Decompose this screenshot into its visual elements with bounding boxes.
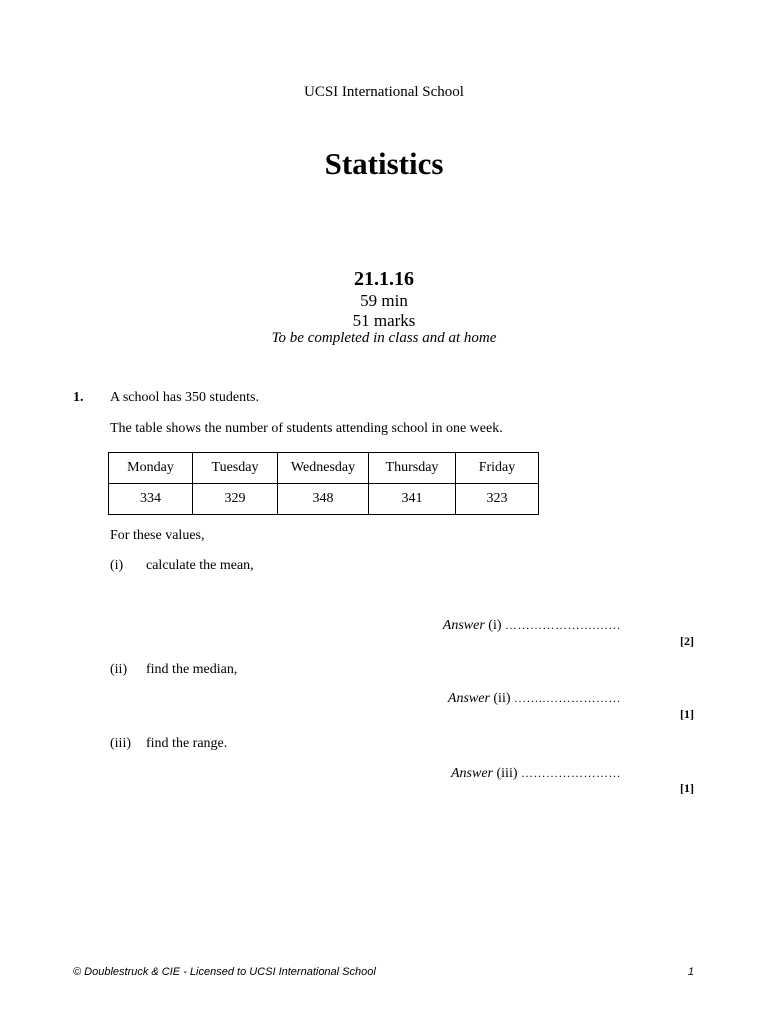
school-name: UCSI International School: [304, 84, 464, 100]
footer-copyright: © Doublestruck & CIE - Licensed to UCSI International School: [73, 966, 376, 978]
table-cell: 323: [456, 484, 539, 515]
page-number: 1: [687, 966, 694, 978]
answer-word: Answer: [451, 766, 493, 781]
mark-allocation: [2]: [680, 634, 694, 648]
table-row: [109, 484, 539, 515]
table-header-row: [109, 453, 539, 484]
table-cell: 334: [109, 484, 193, 515]
mark-allocation: [1]: [680, 781, 694, 795]
part-text: find the median,: [146, 662, 238, 677]
answer-label: (iii): [496, 766, 518, 781]
attendance-table: [108, 452, 539, 515]
table-cell: 348: [278, 484, 369, 515]
answer-word: Answer: [447, 691, 490, 706]
mark-allocation: [1]: [680, 707, 694, 721]
question-intro: A school has 350 students.: [110, 390, 259, 405]
table-header-cell: Friday: [456, 453, 539, 484]
answer-line: [448, 691, 621, 707]
values-prompt: For these values,: [110, 528, 205, 543]
part-label: (ii): [110, 662, 128, 677]
completion-note: To be completed in class and at home: [271, 330, 497, 346]
document-date: 21.1.16: [354, 268, 414, 290]
table-caption: The table shows the number of students attending school in one week.: [110, 421, 503, 436]
duration: 59 min: [360, 291, 408, 310]
table-header-cell: Wednesday: [278, 453, 369, 484]
document-title: Statistics: [324, 146, 444, 181]
answer-word: Answer: [442, 618, 485, 633]
answer-blank[interactable]: ……………………: [521, 766, 621, 780]
answer-label: (i): [488, 618, 502, 633]
answer-blank[interactable]: ……..………………: [514, 691, 621, 705]
answer-line: [443, 618, 621, 634]
table-cell: 329: [193, 484, 278, 515]
part-text: calculate the mean,: [146, 558, 254, 573]
table-header-cell: Monday: [109, 453, 193, 484]
part-text: find the range.: [146, 736, 228, 751]
question-number: 1.: [73, 390, 84, 405]
answer-line: [451, 766, 621, 782]
table-header-cell: Thursday: [369, 453, 456, 484]
table-header-cell: Tuesday: [193, 453, 278, 484]
table-cell: 341: [369, 484, 456, 515]
total-marks: 51 marks: [352, 311, 416, 330]
part-label: (iii): [110, 736, 131, 751]
part-label: (i): [110, 558, 124, 573]
answer-blank[interactable]: ………………….……: [505, 618, 621, 632]
answer-label: (ii): [493, 691, 511, 706]
